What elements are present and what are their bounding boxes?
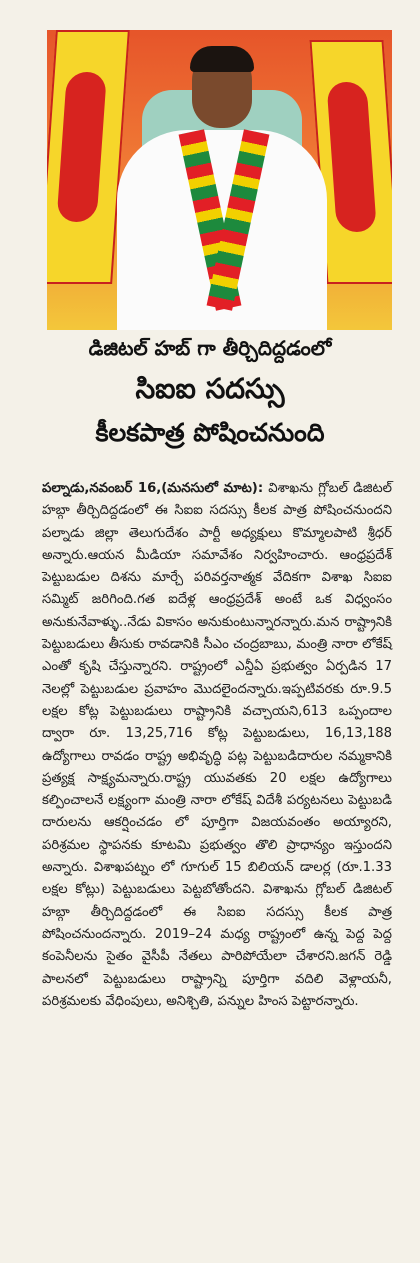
headline-line-1: డిజిటల్ హబ్ గా తీర్చిదిద్దడంలో (88, 336, 332, 360)
headline-line-2: సిఐఐ సదస్సు (135, 372, 285, 405)
headline-line-3: కీలకపాత్ర పోషించనుంది (95, 418, 325, 447)
article-text: విశాఖను గ్లోబల్ డిజిటల్ హబ్గా తీర్చిదిద్దడంలో ఈ సిఐఐ సదస్సు కీలక పాత్ర పోషించనుందని పల్నాడు జిల్లా తెలుగుదేశం పార్టీ అధ్యక్షులు కొమ్మాలపాటి శ్రీధర్ అన్నారు.ఆయన మీడియా సమావేశం నిర్వహించారు. ఆంధ్రప్రదేశ్ పెట్టుబడుల దిశను మార్చే పరివర్తనాత్మక వేదికగా విశాఖ సిఐఐ సమ్మిట్ జరిగింది.గత ఐదేళ్ల ఆంధ్రప్రదేశ్ అంటే ఒక విధ్వంసం అనుకునేవాళ్ళు..నేడు వికాసం అనుకుంటున్నారన్నారు.మన రాష్ట్రానికి పెట్టుబడులు తీసుకు రావడానికి సీఎం చంద్రబాబు, మంత్రి నారా లోకేష్ ఎంతో కృషి చేస్తున్నారని. రాష్ట్రంలో ఎన్డీఏ ప్రభుత్వం ఏర్పడిన 17 నెలల్లో పెట్టుబడుల ప్రవాహం మొదలైందన్నారు.ఇప్పటివరకు రూ.9.5 లక్షల కోట్ల పెట్టుబడులు రాష్ట్రానికి వచ్చాయని,613 ఒప్పందాల ద్వారా రూ. 13,25,716 కోట్ల పెట్టుబడులు, 16,13,188 ఉద్యోగాలు రావడం రాష్ట్ర అభివృద్ధి పట్ల పెట్టుబడిదారుల నమ్మకానికి ప్రత్యక్ష సాక్ష్యమన్నారు.రాష్ట్ర యువతకు 20 లక్షల ఉద్యోగాలు కల్పించాలనే లక్ష్యంగా మంత్రి నారా లోకేష్ విదేశీ పర్యటనలు పెట్టుబడి దారులను ఆకర్షించడం లో పూర్తిగా విజయవంతం అయ్యారని, పరిశ్రమల స్థాపనకు కూటమి ప్రభుత్వం తొలి ప్రాధాన్యం ఇస్తుందని అన్నారు. విశాఖపట్నం లో గూగుల్ 15 బిలియన్ డాలర్ల (రూ.1.33 లక్షల కోట్లు) పెట్టుబడులు పెట్టబోతోందని. విశాఖను గ్లోబల్ డిజిటల్ హబ్గా తీర్చిదిద్దడంలో ఈ సిఐఐ సదస్సు కీలక పాత్ర పోషించనుందన్నారు. 2019–24 మధ్య రాష్ట్రంలో ఉన్న పెద్ద పెద్ద కంపెనీలను సైతం వైసీపీ నేతలు పారిపోయేలా చేశారని.జగన్ రెడ్డి పాలనలో పెట్టుబడులు రాష్ట్రాన్ని పూర్తిగా వదిలి వెళ్లాయనీ, పరిశ్రమలకు వేధింపులు, అనిశ్చితి, పన్నుల హింస పెట్టారన్నారు. (42, 481, 393, 1009)
article-photo (47, 30, 392, 330)
article-dateline: పల్నాడు,నవంబర్ 16,(మనసులో మాట): (42, 481, 264, 496)
article-body (42, 478, 392, 1013)
person-hair-shape (190, 46, 254, 72)
